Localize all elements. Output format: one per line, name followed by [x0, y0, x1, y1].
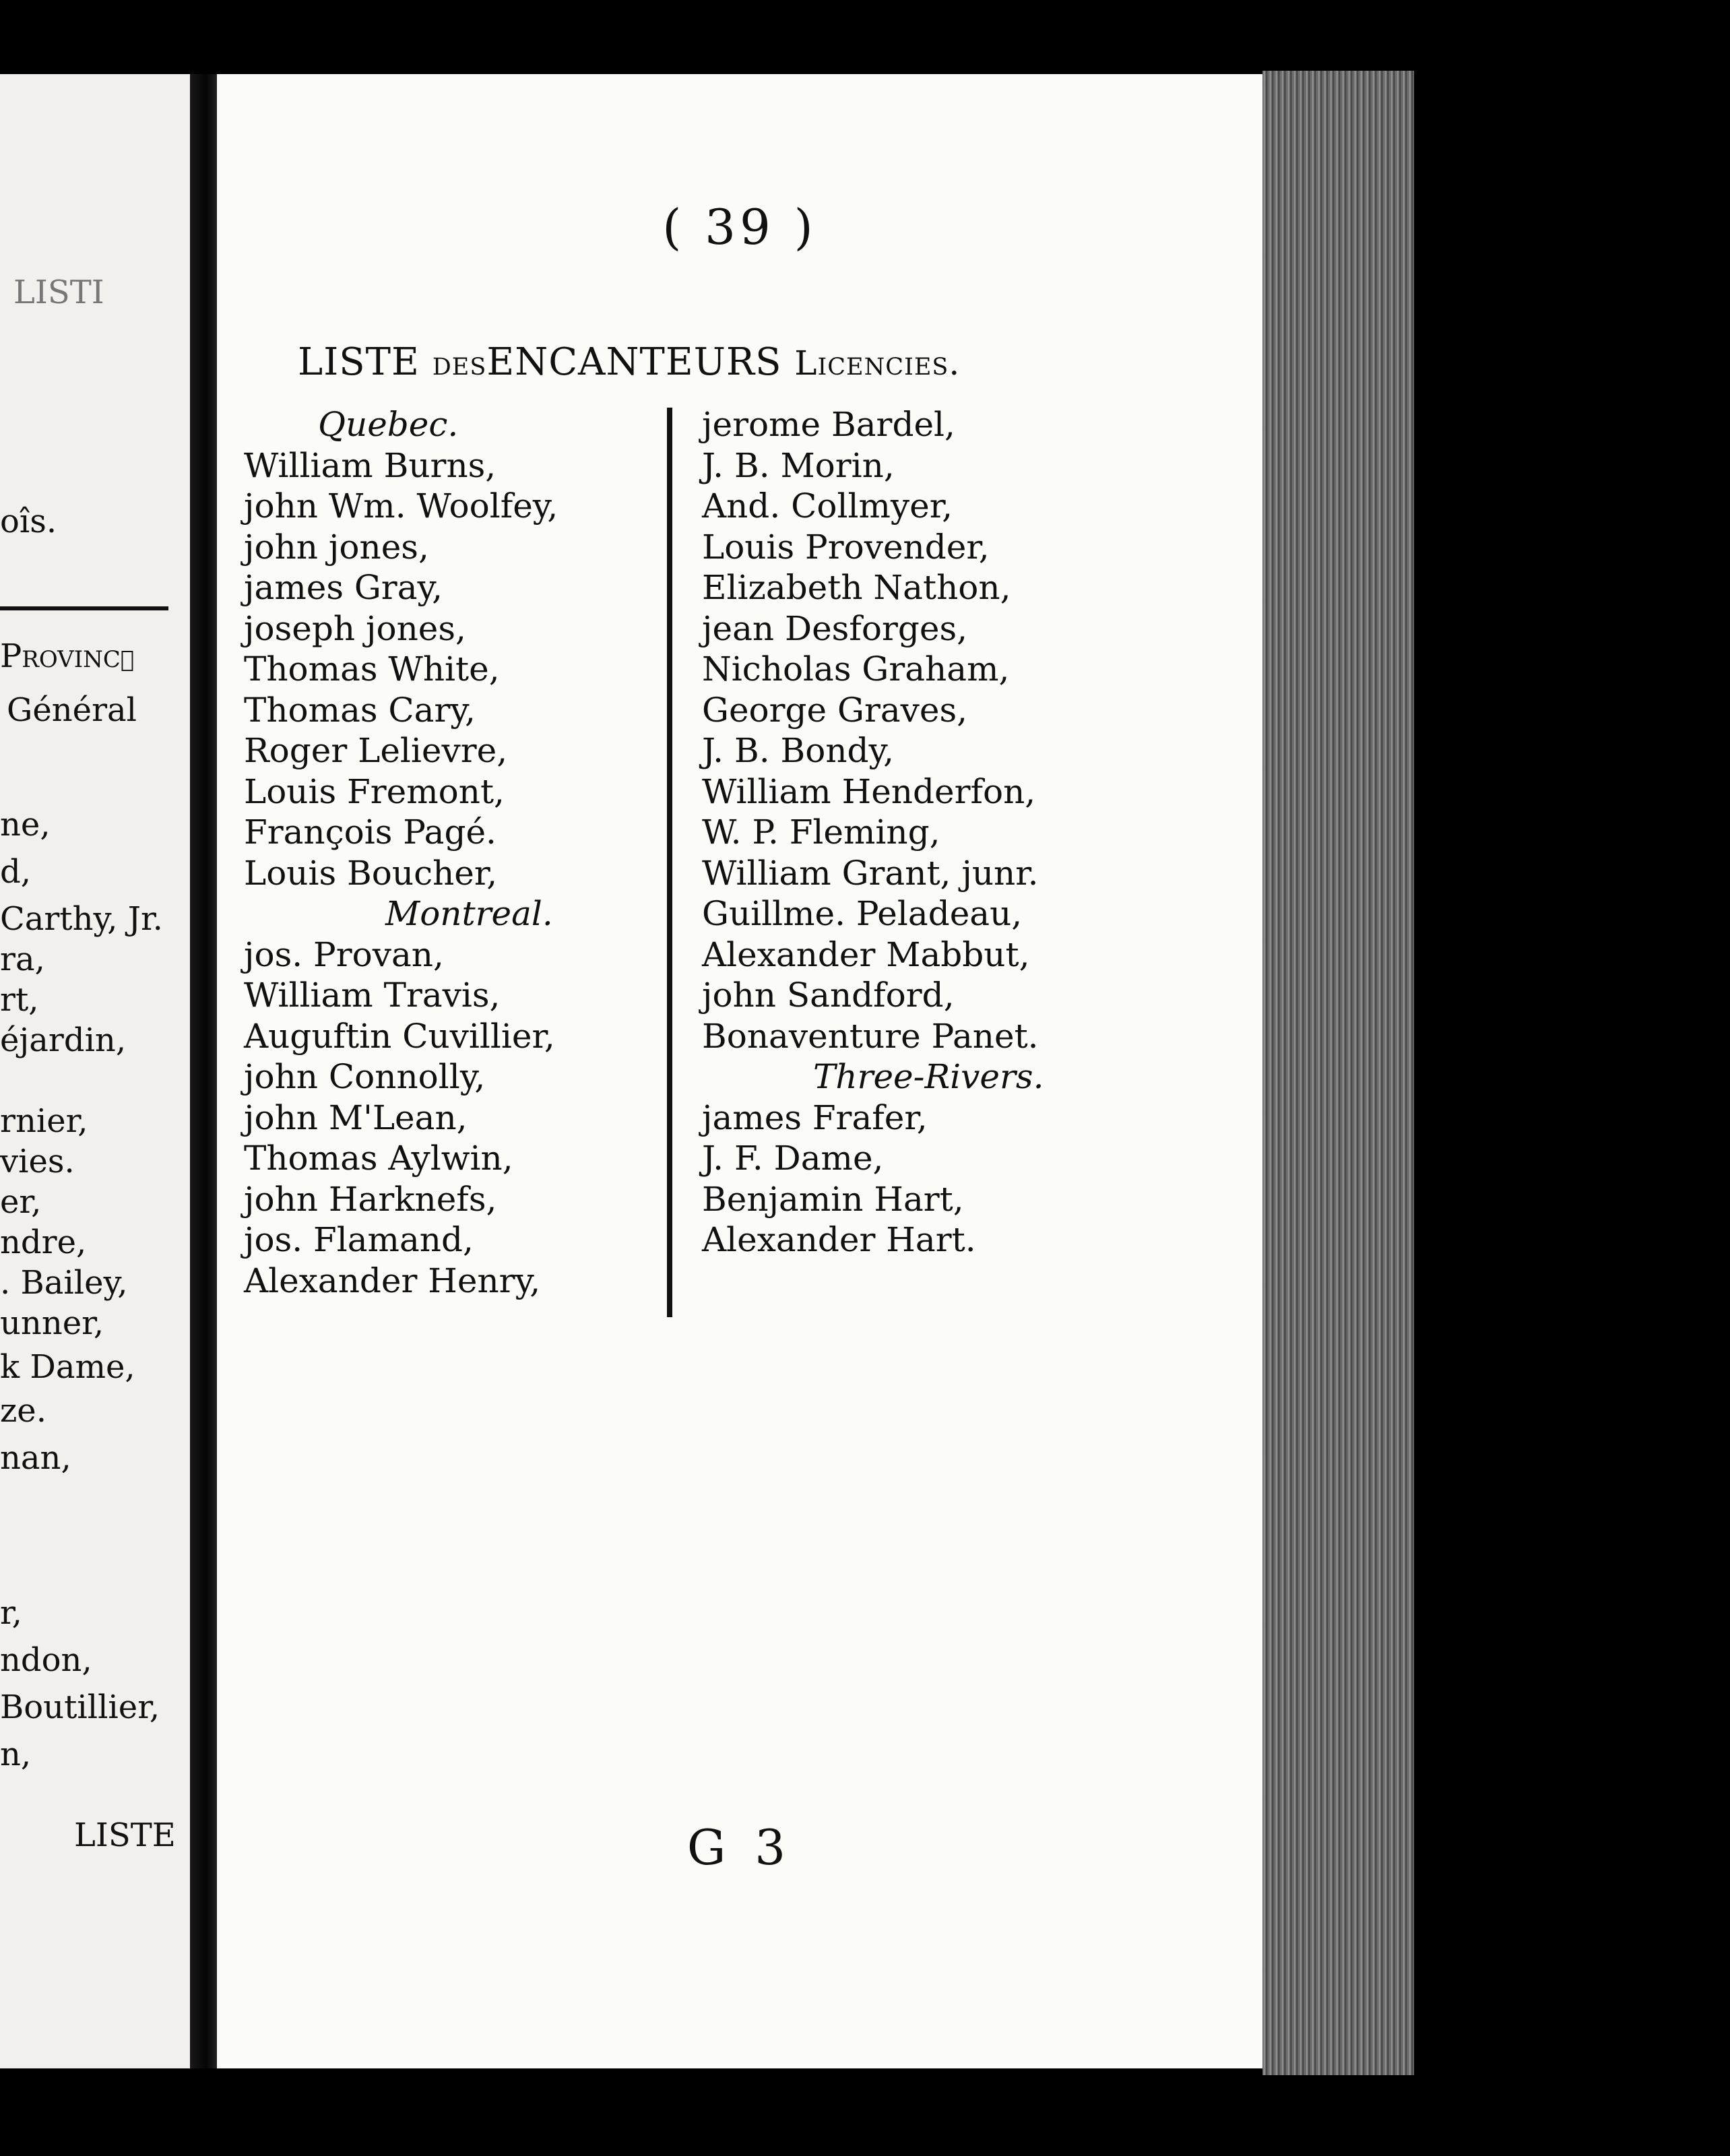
auctioneer-name: john jones,: [244, 527, 429, 567]
left-fragment: LISTE: [74, 1816, 176, 1854]
auctioneer-name: jos. Provan,: [244, 934, 444, 974]
left-fragment: d,: [0, 853, 31, 891]
left-fragment: . Bailey,: [0, 1264, 128, 1302]
section-heading-three-rivers: Three-Rivers.: [813, 1057, 1044, 1096]
auctioneer-name: J. F. Dame,: [702, 1139, 884, 1178]
left-fragment: rnier,: [0, 1102, 88, 1140]
auctioneer-name: W. P. Fleming,: [702, 813, 940, 852]
auctioneer-name: john Sandford,: [702, 976, 955, 1015]
left-fragment: unner,: [0, 1304, 104, 1342]
auctioneer-name: J. B. Morin,: [702, 445, 895, 485]
auctioneer-name: And. Collmyer,: [702, 486, 953, 526]
list-title-word: LISTE: [298, 340, 420, 384]
left-rule: [0, 606, 168, 610]
auctioneer-name: Elizabeth Nathon,: [702, 568, 1011, 607]
auctioneer-name: john M'Lean,: [244, 1098, 468, 1137]
left-fragment: éjardin,: [0, 1021, 127, 1059]
auctioneer-name: jerome Bardel,: [702, 405, 955, 444]
left-fragment: Carthy, Jr.: [0, 900, 163, 938]
section-heading-quebec: Quebec.: [318, 405, 459, 444]
auctioneer-name: jean Desforges,: [702, 608, 967, 648]
auctioneer-name: Louis Provender,: [702, 527, 990, 567]
list-title-word: Licencies.: [794, 344, 961, 383]
auctioneer-name: Louis Fremont,: [244, 771, 505, 811]
left-fragment: Provincɪ: [0, 637, 135, 675]
auctioneer-name: james Frafer,: [702, 1098, 928, 1137]
auctioneer-name: Auguftin Cuvillier,: [244, 1016, 555, 1056]
auctioneer-name: William Travis,: [244, 976, 501, 1015]
left-fragment: LISTI: [13, 274, 104, 311]
left-fragment: n,: [0, 1736, 32, 1773]
auctioneer-name: François Pagé.: [244, 813, 496, 852]
auctioneer-name: james Gray,: [244, 568, 443, 607]
column-divider: [667, 408, 672, 1317]
signature-mark: G 3: [686, 1819, 793, 1876]
left-fragment: Boutillier,: [0, 1688, 160, 1726]
left-fragment: Général: [7, 691, 137, 729]
auctioneer-name: Nicholas Graham,: [702, 649, 1010, 689]
list-title-word: des: [432, 344, 487, 383]
left-fragment: ndon,: [0, 1641, 92, 1679]
facing-page-left: [0, 74, 190, 2068]
auctioneer-name: john Connolly,: [244, 1057, 486, 1096]
auctioneer-name: Alexander Henry,: [244, 1261, 541, 1300]
page-number: ( 39 ): [662, 199, 817, 255]
auctioneer-name: Thomas White,: [244, 649, 500, 689]
list-title-word: ENCANTEURS: [486, 340, 782, 384]
left-fragment: er,: [0, 1183, 42, 1221]
auctioneer-name: Roger Lelievre,: [244, 731, 508, 770]
auctioneer-name: Alexander Mabbut,: [702, 934, 1030, 974]
left-fragment: vies.: [0, 1143, 75, 1180]
auctioneer-name: William Burns,: [244, 445, 496, 485]
auctioneer-name: George Graves,: [702, 690, 968, 730]
book-gutter: [190, 74, 217, 2068]
auctioneer-name: Thomas Cary,: [244, 690, 476, 730]
auctioneer-name: Bonaventure Panet.: [702, 1016, 1039, 1056]
left-fragment: ndre,: [0, 1224, 87, 1261]
auctioneer-name: jos. Flamand,: [244, 1220, 474, 1259]
auctioneer-name: William Henderfon,: [702, 771, 1036, 811]
right-column: [702, 404, 1241, 1261]
auctioneer-name: Guillme. Peladeau,: [702, 894, 1023, 933]
left-fragment: ra,: [0, 941, 45, 978]
list-title: [298, 340, 960, 384]
left-fragment: nan,: [0, 1439, 71, 1477]
left-fragment: ze.: [0, 1392, 46, 1430]
left-fragment: rt,: [0, 981, 39, 1019]
auctioneer-name: Louis Boucher,: [244, 853, 498, 893]
auctioneer-name: J. B. Bondy,: [702, 731, 895, 770]
page-block-edge: [1262, 71, 1414, 2075]
left-column: [244, 404, 662, 1301]
auctioneer-name: john Harknefs,: [244, 1179, 497, 1219]
left-fragment: oîs.: [0, 503, 57, 540]
page-39: [217, 74, 1262, 2068]
left-fragment: ne,: [0, 806, 51, 844]
section-heading-montreal: Montreal.: [385, 894, 553, 933]
left-fragment: r,: [0, 1594, 22, 1632]
left-fragment: k Dame,: [0, 1348, 135, 1386]
auctioneer-name: Alexander Hart.: [702, 1220, 976, 1259]
auctioneer-name: john Wm. Woolfey,: [244, 486, 558, 526]
auctioneer-name: William Grant, junr.: [702, 853, 1039, 893]
auctioneer-name: Thomas Aylwin,: [244, 1139, 513, 1178]
auctioneer-name: joseph jones,: [244, 608, 466, 648]
auctioneer-name: Benjamin Hart,: [702, 1179, 964, 1219]
